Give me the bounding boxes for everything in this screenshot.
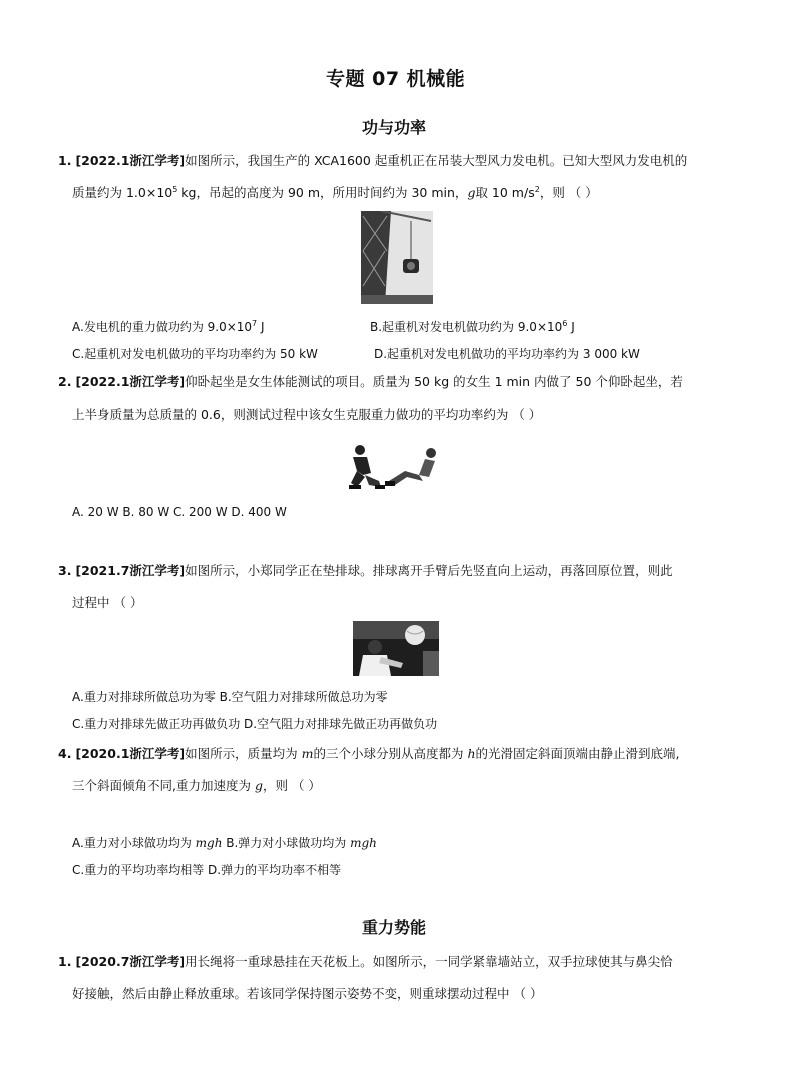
- exponent: 6: [562, 319, 568, 328]
- question-1-line-2: [72, 185, 598, 201]
- question-3-line-1: [58, 563, 673, 579]
- question-text: 仰卧起坐是女生体能测试的项目。质量为 50 kg 的女生 1 min 内做了 50 个仰卧起坐，若: [185, 374, 683, 389]
- question-3-line-2: 过程中 （ ）: [72, 595, 143, 610]
- question-text: 质量约为 1.0×10: [72, 185, 173, 200]
- question-3-options-cd: C.重力对排球先做正功再做负功 D.空气阻力对排球先做正功再做负功: [72, 717, 438, 731]
- question-text: 的三个小球分别从高度都为: [313, 746, 468, 761]
- page-title: 专题 07 机械能: [326, 68, 466, 90]
- question-1-option-b: [370, 318, 575, 335]
- question-text: 用长绳将一重球悬挂在天花板上。如图所示，一同学紧靠墙站立，双手拉球使其与鼻尖恰: [185, 954, 673, 969]
- question-number: 1.: [58, 954, 72, 969]
- question-source-tag: [2020.1浙江学考]: [75, 746, 186, 761]
- question-text: 如图所示，质量均为: [185, 746, 302, 761]
- question-number: 3.: [58, 563, 72, 578]
- question-2-options: A. 20 W B. 80 W C. 200 W D. 400 W: [72, 505, 287, 519]
- formula-mgh: mgh: [195, 836, 223, 850]
- crane-illustration: [361, 211, 433, 304]
- question-5-line-1: [58, 954, 673, 970]
- question-1-option-c: C.起重机对发电机做功的平均功率约为 50 kW: [72, 347, 318, 361]
- question-source-tag: [2020.7浙江学考]: [75, 954, 186, 969]
- question-4-line-1: [58, 746, 679, 762]
- section-heading-gravitational-potential-energy: 重力势能: [362, 918, 427, 937]
- question-4-line-2: [72, 778, 321, 794]
- question-1-line-1: [58, 153, 687, 169]
- question-number: 2.: [58, 374, 72, 389]
- crane-lifting-generator-photo: [361, 211, 433, 304]
- option-text: J: [567, 320, 575, 334]
- question-text: 的光滑固定斜面顶端由静止滑到底端,: [475, 746, 680, 761]
- variable-h: h: [467, 746, 476, 761]
- question-5-line-2: 好接触，然后由静止释放重球。若该同学保持图示姿势不变，则重球摆动过程中 （ ）: [72, 986, 543, 1001]
- section-heading-work-power: 功与功率: [362, 118, 427, 137]
- question-text: 取 10 m/s: [475, 185, 535, 200]
- question-4-options-ab: [72, 834, 377, 851]
- question-3-options-ab: A.重力对排球所做总功为零 B.空气阻力对排球所做总功为零: [72, 690, 388, 704]
- option-text: A.发电机的重力做功约为 9.0×10: [72, 320, 253, 334]
- volleyball-passing-photo: [353, 621, 439, 676]
- question-1-option-a: [72, 318, 265, 335]
- variable-g: g: [254, 778, 263, 793]
- question-source-tag: [2022.1浙江学考]: [75, 153, 186, 168]
- option-text: B.弹力对小球做功均为: [222, 836, 351, 850]
- question-text: kg，吊起的高度为 90 m，所用时间约为 30 min，: [177, 185, 468, 200]
- option-text: B.起重机对发电机做功约为 9.0×10: [370, 320, 563, 334]
- question-number: 4.: [58, 746, 72, 761]
- question-text: 三个斜面倾角不同,重力加速度为: [72, 778, 255, 793]
- exponent: 2: [534, 184, 540, 194]
- exponent: 5: [172, 184, 178, 194]
- question-4-options-cd: C.重力的平均功率均相等 D.弹力的平均功率不相等: [72, 863, 342, 877]
- question-number: 1.: [58, 153, 72, 168]
- exponent: 7: [252, 319, 258, 328]
- sit-up-illustration: [345, 441, 449, 491]
- sit-up-exercise-photo: [345, 441, 449, 491]
- question-text: ，则 （ ）: [539, 185, 598, 200]
- question-2-line-2: 上半身质量为总质量的 0.6，则测试过程中该女生克服重力做功的平均功率约为 （ ）: [72, 407, 542, 422]
- variable-m: m: [301, 746, 314, 761]
- question-source-tag: [2021.7浙江学考]: [75, 563, 186, 578]
- question-2-line-1: [58, 374, 683, 390]
- option-text: A.重力对小球做功均为: [72, 836, 196, 850]
- option-text: J: [257, 320, 265, 334]
- question-source-tag: [2022.1浙江学考]: [75, 374, 186, 389]
- question-text: 如图所示，小郑同学正在垫排球。排球离开手臂后先竖直向上运动，再落回原位置，则此: [185, 563, 673, 578]
- question-text: 如图所示，我国生产的 XCA1600 起重机正在吊装大型风力发电机。已知大型风力发电机的: [185, 153, 688, 168]
- question-text: ，则 （ ）: [262, 778, 321, 793]
- formula-mgh: mgh: [350, 836, 377, 850]
- variable-g: g: [467, 185, 476, 200]
- question-1-option-d: D.起重机对发电机做功的平均功率约为 3 000 kW: [374, 347, 640, 361]
- volleyball-illustration: [353, 621, 439, 676]
